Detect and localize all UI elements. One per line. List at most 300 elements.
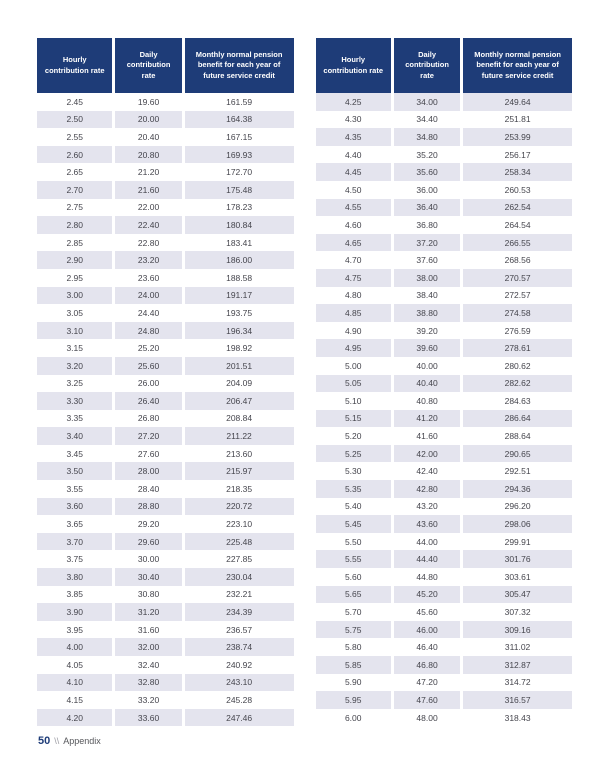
table-cell: 5.40 — [316, 498, 393, 516]
table-cell: 42.40 — [392, 462, 461, 480]
table-cell: 3.60 — [37, 498, 114, 516]
table-row — [37, 181, 294, 199]
table-cell: 40.00 — [392, 357, 461, 375]
table-cell: 5.60 — [316, 568, 393, 586]
table-cell: 316.57 — [462, 691, 572, 709]
table-cell: 296.20 — [504, 501, 531, 512]
table-cell: 284.63 — [504, 395, 531, 406]
table-cell: 251.81 — [504, 114, 531, 125]
table-cell: 280.62 — [504, 360, 531, 371]
table-row — [37, 603, 294, 621]
table-row — [37, 322, 294, 340]
table-cell: 312.87 — [462, 656, 572, 674]
table-cell: 272.57 — [504, 290, 531, 301]
rate-table-left — [37, 38, 294, 726]
table-cell: 276.59 — [504, 325, 531, 336]
table-cell: 191.17 — [183, 287, 293, 305]
table-cell: 3.55 — [37, 480, 114, 498]
table-cell: 19.60 — [114, 93, 183, 111]
table-cell: 3.75 — [37, 550, 114, 568]
table-cell: 33.20 — [114, 691, 183, 709]
table-row — [316, 199, 573, 217]
table-row — [316, 322, 573, 340]
table-cell: 2.50 — [37, 111, 114, 129]
table-row — [316, 93, 573, 111]
table-row — [316, 674, 573, 692]
table-cell: 4.20 — [37, 709, 114, 727]
table-row — [316, 586, 573, 604]
table-row — [37, 586, 294, 604]
table-cell: 169.93 — [183, 146, 293, 164]
table-cell: 45.20 — [392, 586, 461, 604]
table-cell: 4.40 — [316, 146, 393, 164]
table-cell: 2.75 — [37, 199, 114, 217]
table-cell: 3.40 — [37, 427, 114, 445]
table-cell: 24.80 — [114, 322, 183, 340]
table-row — [316, 304, 573, 322]
table-row — [37, 357, 294, 375]
table-cell: 183.41 — [226, 237, 253, 248]
table-cell: 36.00 — [392, 181, 461, 199]
column-header: Hourly contribution rate — [316, 38, 393, 93]
table-cell: 260.53 — [504, 184, 531, 195]
table-cell: 46.80 — [392, 656, 461, 674]
table-row — [316, 163, 573, 181]
table-cell: 249.64 — [462, 93, 572, 111]
table-row — [37, 462, 294, 480]
table-row — [316, 111, 573, 129]
table-row — [37, 515, 294, 533]
table-cell: 292.51 — [504, 466, 531, 477]
table-cell: 28.80 — [114, 498, 183, 516]
table-cell: 2.85 — [37, 234, 114, 252]
table-cell: 4.90 — [316, 322, 393, 340]
table-cell: 208.84 — [226, 413, 253, 424]
column-header: Hourly contribution rate — [37, 38, 114, 93]
table-cell: 32.40 — [114, 656, 183, 674]
table-cell: 3.45 — [37, 445, 114, 463]
table-cell: 262.54 — [462, 199, 572, 217]
table-cell: 234.39 — [183, 603, 293, 621]
table-cell: 33.60 — [114, 709, 183, 727]
table-cell: 188.58 — [226, 272, 253, 283]
table-cell: 5.50 — [316, 533, 393, 551]
table-row — [316, 656, 573, 674]
table-cell: 42.00 — [392, 445, 461, 463]
table-cell: 34.80 — [392, 128, 461, 146]
table-cell: 299.91 — [504, 536, 531, 547]
table-cell: 238.74 — [183, 638, 293, 656]
table-row — [316, 638, 573, 656]
table-row — [37, 375, 294, 393]
table-cell: 39.20 — [392, 322, 461, 340]
table-cell: 215.97 — [183, 462, 293, 480]
rate-table-right — [316, 38, 573, 726]
table-row — [316, 515, 573, 533]
table-cell: 3.00 — [37, 287, 114, 305]
table-cell: 26.00 — [114, 375, 183, 393]
table-row — [316, 392, 573, 410]
table-row — [37, 480, 294, 498]
footer-section-label: Appendix — [63, 736, 101, 746]
table-cell: 2.90 — [37, 251, 114, 269]
table-cell: 258.34 — [462, 163, 572, 181]
table-cell: 161.59 — [226, 96, 253, 107]
table-cell: 230.04 — [183, 568, 293, 586]
table-cell: 32.80 — [114, 674, 183, 692]
table-cell: 46.00 — [392, 621, 461, 639]
table-cell: 25.20 — [114, 339, 183, 357]
table-cell: 178.23 — [226, 202, 253, 213]
table-cell: 2.70 — [37, 181, 114, 199]
table-row — [316, 427, 573, 445]
table-row — [37, 163, 294, 181]
table-cell: 4.00 — [37, 638, 114, 656]
table-cell: 4.10 — [37, 674, 114, 692]
table-cell: 2.95 — [37, 269, 114, 287]
table-cell: 48.00 — [392, 709, 461, 727]
table-cell: 35.60 — [392, 163, 461, 181]
table-cell: 232.21 — [226, 589, 253, 600]
table-cell: 45.60 — [392, 603, 461, 621]
table-row — [316, 146, 573, 164]
table-cell: 4.45 — [316, 163, 393, 181]
table-cell: 43.20 — [392, 498, 461, 516]
table-cell: 4.25 — [316, 93, 393, 111]
table-cell: 282.62 — [462, 375, 572, 393]
table-cell: 318.43 — [504, 712, 531, 723]
table-cell: 307.32 — [504, 607, 531, 618]
table-cell: 41.60 — [392, 427, 461, 445]
table-cell: 247.46 — [183, 709, 293, 727]
table-cell: 21.60 — [114, 181, 183, 199]
table-cell: 26.80 — [114, 410, 183, 428]
table-cell: 236.57 — [226, 624, 253, 635]
table-cell: 22.80 — [114, 234, 183, 252]
table-row — [37, 392, 294, 410]
table-cell: 22.00 — [114, 199, 183, 217]
table-row — [37, 533, 294, 551]
table-row — [37, 445, 294, 463]
table-cell: 4.75 — [316, 269, 393, 287]
column-header: Monthly normal pension benefit for each year of future service credit — [462, 38, 572, 93]
table-cell: 24.40 — [114, 304, 183, 322]
table-cell: 2.45 — [37, 93, 114, 111]
table-row — [37, 199, 294, 217]
table-cell: 213.60 — [226, 448, 253, 459]
table-cell: 3.80 — [37, 568, 114, 586]
table-row — [316, 251, 573, 269]
table-cell: 266.55 — [462, 234, 572, 252]
table-cell: 34.40 — [392, 111, 461, 129]
table-cell: 204.09 — [226, 378, 253, 389]
table-cell: 2.65 — [37, 163, 114, 181]
table-cell: 5.15 — [316, 410, 393, 428]
table-cell: 4.15 — [37, 691, 114, 709]
table-cell: 5.00 — [316, 357, 393, 375]
table-cell: 5.25 — [316, 445, 393, 463]
table-cell: 240.92 — [226, 659, 253, 670]
table-cell: 305.47 — [462, 586, 572, 604]
table-cell: 268.56 — [504, 255, 531, 266]
table-cell: 37.20 — [392, 234, 461, 252]
table-row — [37, 621, 294, 639]
table-cell: 41.20 — [392, 410, 461, 428]
table-row — [37, 498, 294, 516]
table-cell: 44.40 — [392, 550, 461, 568]
table-row — [316, 462, 573, 480]
table-row — [316, 216, 573, 234]
column-header: Daily contribution rate — [114, 38, 183, 93]
table-cell: 24.00 — [114, 287, 183, 305]
table-cell: 180.84 — [183, 216, 293, 234]
header-row — [316, 38, 573, 93]
table-cell: 34.00 — [392, 93, 461, 111]
table-row — [316, 533, 573, 551]
table-row — [37, 111, 294, 129]
table-cell: 167.15 — [226, 131, 253, 142]
table-row — [37, 269, 294, 287]
table-cell: 2.55 — [37, 128, 114, 146]
table-cell: 47.60 — [392, 691, 461, 709]
table-row — [37, 709, 294, 727]
table-cell: 28.40 — [114, 480, 183, 498]
table-cell: 29.60 — [114, 533, 183, 551]
table-cell: 201.51 — [183, 357, 293, 375]
table-cell: 311.02 — [504, 642, 531, 653]
table-cell: 37.60 — [392, 251, 461, 269]
column-header: Monthly normal pension benefit for each year of future service credit — [183, 38, 293, 93]
table-cell: 3.35 — [37, 410, 114, 428]
table-cell: 5.70 — [316, 603, 393, 621]
footer-separator: \\ — [54, 736, 60, 746]
table-row — [316, 603, 573, 621]
table-cell: 5.05 — [316, 375, 393, 393]
table-cell: 4.50 — [316, 181, 393, 199]
table-cell: 38.80 — [392, 304, 461, 322]
table-cell: 3.95 — [37, 621, 114, 639]
table-cell: 47.20 — [392, 674, 461, 692]
table-cell: 3.10 — [37, 322, 114, 340]
table-cell: 42.80 — [392, 480, 461, 498]
table-cell: 309.16 — [462, 621, 572, 639]
table-row — [316, 445, 573, 463]
table-cell: 270.57 — [462, 269, 572, 287]
table-row — [37, 304, 294, 322]
table-cell: 3.65 — [37, 515, 114, 533]
table-row — [316, 691, 573, 709]
table-cell: 288.64 — [504, 431, 531, 442]
table-cell: 198.92 — [226, 343, 253, 354]
table-cell: 2.80 — [37, 216, 114, 234]
table-cell: 3.70 — [37, 533, 114, 551]
table-row — [37, 691, 294, 709]
table-cell: 172.70 — [226, 167, 253, 178]
table-cell: 23.20 — [114, 251, 183, 269]
table-cell: 25.60 — [114, 357, 183, 375]
table-row — [316, 568, 573, 586]
table-cell: 5.95 — [316, 691, 393, 709]
table-cell: 298.06 — [462, 515, 572, 533]
table-cell: 38.00 — [392, 269, 461, 287]
table-row — [37, 234, 294, 252]
table-cell: 314.72 — [504, 677, 531, 688]
table-cell: 227.85 — [226, 554, 253, 565]
table-row — [37, 251, 294, 269]
table-cell: 5.90 — [316, 674, 393, 692]
table-cell: 21.20 — [114, 163, 183, 181]
table-row — [37, 93, 294, 111]
table-row — [316, 621, 573, 639]
table-cell: 206.47 — [183, 392, 293, 410]
table-row — [37, 656, 294, 674]
table-cell: 4.60 — [316, 216, 393, 234]
table-cell: 175.48 — [183, 181, 293, 199]
table-cell: 5.30 — [316, 462, 393, 480]
table-cell: 3.90 — [37, 603, 114, 621]
table-cell: 4.70 — [316, 251, 393, 269]
table-cell: 4.80 — [316, 287, 393, 305]
table-cell: 218.35 — [226, 483, 253, 494]
table-cell: 253.99 — [462, 128, 572, 146]
table-cell: 44.80 — [392, 568, 461, 586]
table-cell: 44.00 — [392, 533, 461, 551]
table-cell: 36.40 — [392, 199, 461, 217]
table-cell: 256.17 — [504, 149, 531, 160]
table-row — [316, 480, 573, 498]
table-cell: 20.00 — [114, 111, 183, 129]
table-cell: 30.40 — [114, 568, 183, 586]
table-cell: 3.30 — [37, 392, 114, 410]
table-cell: 5.65 — [316, 586, 393, 604]
table-cell: 4.85 — [316, 304, 393, 322]
table-cell: 5.20 — [316, 427, 393, 445]
table-cell: 31.20 — [114, 603, 183, 621]
table-row — [37, 287, 294, 305]
table-cell: 264.54 — [504, 219, 531, 230]
table-row — [316, 339, 573, 357]
table-cell: 28.00 — [114, 462, 183, 480]
table-cell: 23.60 — [114, 269, 183, 287]
table-row — [316, 269, 573, 287]
table-row — [37, 128, 294, 146]
table-cell: 38.40 — [392, 287, 461, 305]
table-cell: 5.80 — [316, 638, 393, 656]
table-cell: 286.64 — [462, 410, 572, 428]
table-cell: 5.10 — [316, 392, 393, 410]
table-cell: 5.85 — [316, 656, 393, 674]
table-cell: 164.38 — [183, 111, 293, 129]
table-cell: 186.00 — [183, 251, 293, 269]
table-cell: 294.36 — [462, 480, 572, 498]
table-row — [37, 427, 294, 445]
table-cell: 35.20 — [392, 146, 461, 164]
table-row — [37, 674, 294, 692]
table-row — [316, 357, 573, 375]
table-cell: 220.72 — [183, 498, 293, 516]
page-number: 50 — [38, 735, 51, 747]
table-cell: 193.75 — [226, 307, 253, 318]
tables-container — [37, 38, 572, 726]
table-cell: 4.30 — [316, 111, 393, 129]
table-cell: 4.55 — [316, 199, 393, 217]
table-cell: 27.20 — [114, 427, 183, 445]
table-row — [316, 498, 573, 516]
table-cell: 30.80 — [114, 586, 183, 604]
table-cell: 20.80 — [114, 146, 183, 164]
table-row — [37, 146, 294, 164]
table-row — [37, 410, 294, 428]
table-cell: 5.35 — [316, 480, 393, 498]
table-cell: 3.85 — [37, 586, 114, 604]
table-cell: 3.15 — [37, 339, 114, 357]
table-cell: 4.65 — [316, 234, 393, 252]
header-row — [37, 38, 294, 93]
table-cell: 245.28 — [226, 694, 253, 705]
table-row — [316, 234, 573, 252]
table-cell: 32.00 — [114, 638, 183, 656]
table-row — [37, 550, 294, 568]
table-cell: 223.10 — [226, 519, 253, 530]
table-row — [37, 216, 294, 234]
table-cell: 43.60 — [392, 515, 461, 533]
table-row — [316, 375, 573, 393]
table-cell: 46.40 — [392, 638, 461, 656]
table-cell: 274.58 — [462, 304, 572, 322]
table-cell: 290.65 — [462, 445, 572, 463]
table-cell: 31.60 — [114, 621, 183, 639]
table-cell: 3.05 — [37, 304, 114, 322]
table-cell: 6.00 — [316, 709, 393, 727]
table-cell: 29.20 — [114, 515, 183, 533]
table-cell: 2.60 — [37, 146, 114, 164]
table-row — [316, 287, 573, 305]
table-row — [37, 638, 294, 656]
table-cell: 3.20 — [37, 357, 114, 375]
table-cell: 20.40 — [114, 128, 183, 146]
column-header: Daily contribution rate — [392, 38, 461, 93]
table-cell: 243.10 — [183, 674, 293, 692]
table-cell: 301.76 — [462, 550, 572, 568]
table-cell: 278.61 — [462, 339, 572, 357]
table-cell: 5.75 — [316, 621, 393, 639]
table-row — [316, 550, 573, 568]
table-row — [37, 339, 294, 357]
table-cell: 27.60 — [114, 445, 183, 463]
table-cell: 30.00 — [114, 550, 183, 568]
table-cell: 303.61 — [504, 571, 531, 582]
table-cell: 3.25 — [37, 375, 114, 393]
table-cell: 211.22 — [183, 427, 293, 445]
table-row — [316, 709, 573, 727]
table-cell: 36.80 — [392, 216, 461, 234]
table-cell: 225.48 — [183, 533, 293, 551]
table-cell: 26.40 — [114, 392, 183, 410]
table-cell: 4.35 — [316, 128, 393, 146]
table-cell: 3.50 — [37, 462, 114, 480]
page-footer — [38, 735, 101, 747]
table-row — [316, 181, 573, 199]
table-cell: 40.40 — [392, 375, 461, 393]
table-cell: 5.45 — [316, 515, 393, 533]
table-cell: 4.05 — [37, 656, 114, 674]
table-cell: 22.40 — [114, 216, 183, 234]
table-cell: 40.80 — [392, 392, 461, 410]
table-row — [316, 128, 573, 146]
table-row — [316, 410, 573, 428]
table-cell: 4.95 — [316, 339, 393, 357]
table-cell: 39.60 — [392, 339, 461, 357]
